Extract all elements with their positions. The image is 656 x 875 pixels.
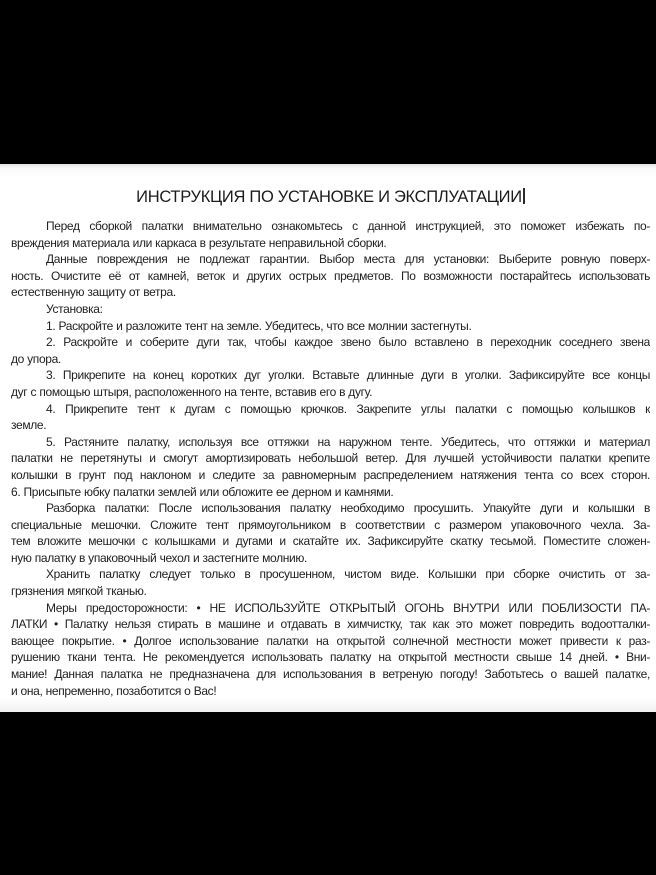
paragraph [11, 301, 650, 318]
paragraph [11, 434, 650, 500]
text-line: до упора. [11, 351, 61, 366]
document-title [11, 186, 650, 208]
letterbox-top [0, 0, 656, 164]
text-line: мание! Данная палатка не предназначена для использования в ветреную погоду! Заботьтесь о вашей палатке, [11, 667, 650, 682]
text-line: 6. Присыпьте юбку палатки землей или обложите ее дерном и камнями. [11, 484, 394, 499]
text-line: палатки не перетянуты и смогут амортизировать небольшой ветер. Для лучшей устойчивости палатки крепите [11, 451, 650, 466]
text-line: Данные повреждения не подлежат гарантии. Выбор места для установки: Выберите ровную поверх- [46, 252, 650, 267]
paragraph [11, 318, 650, 335]
text-line: грязнения мягкой тканью. [11, 584, 147, 599]
text-line: 4. Прикрепите тент к дугам с помощью крючков. Закрепите углы палатки с помощью колышков к [46, 401, 650, 416]
document-page [0, 164, 656, 712]
paragraph [11, 251, 650, 301]
text-line: специальные мешочки. Сложите тент прямоугольником в соответствии с размером упаковочного чехла. За- [11, 517, 650, 532]
text-line: колышки в грунт под наклоном и следите за равномерным распределением натяжения тента со всех сторон. [11, 467, 650, 482]
text-line: Установка: [46, 301, 103, 316]
text-line: Перед сборкой палатки внимательно ознакомьтесь с данной инструкцией, это поможет избежать по- [46, 219, 650, 233]
text-line: дуг с помощью штыря, расположенного на тенте, вставив его в дугу. [11, 384, 373, 399]
text-line: ность. Очистите её от камней, веток и других острых предметов. По возможности постарайтесь использовать [11, 268, 650, 283]
text-cursor-caret [523, 188, 525, 204]
paragraph [11, 334, 650, 367]
text-line: тем вложите мешочки с колышками и дугами и скатайте их. Зафиксируйте скатку тесьмой. Поместите сложен- [11, 534, 650, 549]
paragraph [11, 218, 650, 251]
text-line: земле. [11, 418, 47, 433]
text-line: ЛАТКИ • Палатку нельзя стирать в машине и отдавать в химчистку, так как это может повредить водоотталки- [11, 617, 650, 632]
text-line: 5. Растяните палатку, используя все оттяжки на наружном тенте. Убедитесь, что оттяжки и материал [46, 434, 650, 449]
document-body [11, 218, 650, 699]
letterbox-bottom [0, 712, 656, 875]
text-line: 3. Прикрепите на конец коротких дуг уголки. Вставьте длинные дуги в уголки. Зафиксируйте все концы [46, 368, 650, 383]
text-line: Хранить палатку следует только в просушенном, чистом виде. Колышки при сборке очистить от за- [46, 567, 650, 582]
paragraph [11, 367, 650, 400]
paragraph [11, 600, 650, 700]
text-line: ную палатку в упаковочный чехол и застегните молнию. [11, 550, 308, 565]
paragraph [11, 500, 650, 566]
text-line: рушению ткани тента. Не рекомендуется использовать палатку на открытой местности свыше 14 дней. • Вни- [11, 650, 650, 665]
paragraph [11, 566, 650, 599]
text-line: естественную защиту от ветра. [11, 285, 176, 300]
text-line: и она, непременно, позаботится о Вас! [11, 683, 217, 698]
text-line: вающее покрытие. • Долгое использование палатки на открытой солнечной местности может привести к раз- [11, 633, 650, 648]
text-line: вреждения материала или каркаса в результате неправильной сборки. [11, 235, 387, 250]
document-title-text: ИНСТРУКЦИЯ ПО УСТАНОВКЕ И ЭКСПЛУАТАЦИИ [136, 188, 522, 206]
text-line: 1. Раскройте и разложите тент на земле. Убедитесь, что все молнии застегнуты. [46, 318, 472, 333]
text-line: 2. Раскройте и соберите дуги так, чтобы каждое звено было вставлено в переходник соседнего звена [46, 335, 650, 350]
paragraph [11, 401, 650, 434]
text-line: Меры предосторожности: • НЕ ИСПОЛЬЗУЙТЕ ОТКРЫТЫЙ ОГОНЬ ВНУТРИ ИЛИ ПОБЛИЗОСТИ ПА- [46, 600, 650, 615]
text-line: Разборка палатки: После использования палатку необходимо просушить. Упакуйте дуги и колышки в [46, 501, 650, 516]
